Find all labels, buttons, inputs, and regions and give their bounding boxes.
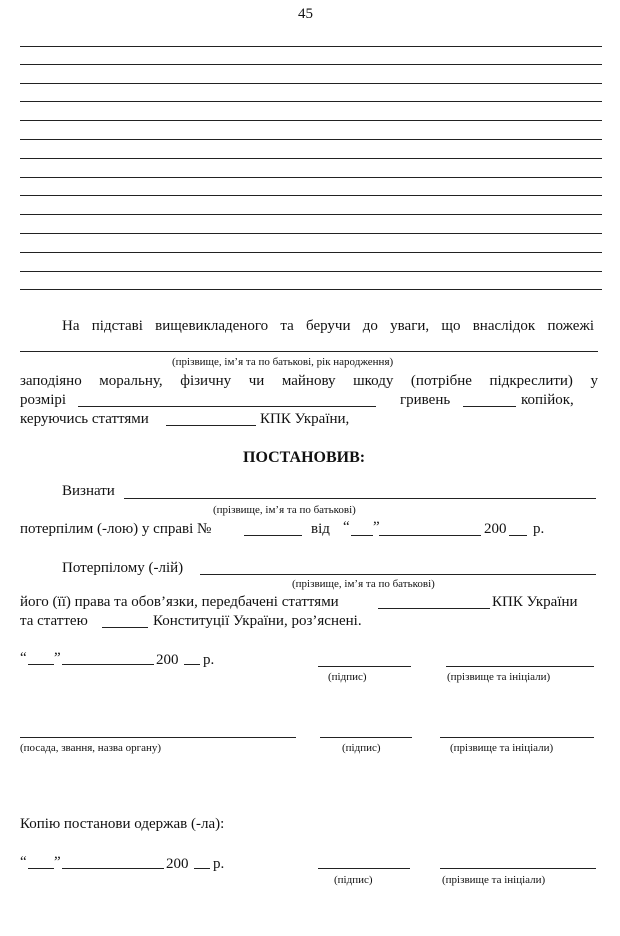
caption-name-2: (прізвище, ім’я та по батькові) xyxy=(292,578,435,590)
constitution-text: Конституції України, роз’яснені. xyxy=(153,613,362,629)
date2-day-field[interactable] xyxy=(28,868,54,869)
quote-close: ” xyxy=(373,519,380,535)
blank-line xyxy=(20,271,602,272)
resolution-heading: ПОСТАНОВИВ: xyxy=(243,449,366,466)
rights-cpc-label: КПК України xyxy=(492,594,578,610)
date-year-suffix: р. xyxy=(203,652,215,668)
official-signature-field[interactable] xyxy=(320,737,412,738)
caption-recipient-signature: (підпис) xyxy=(334,874,373,886)
from-label: від xyxy=(311,521,330,537)
blank-line xyxy=(20,64,602,65)
case-year-suffix: р. xyxy=(533,521,545,537)
victim-name-field[interactable] xyxy=(20,351,598,352)
recognize-label: Визнати xyxy=(62,483,115,499)
caption-recipient-surname: (прізвище та ініціали) xyxy=(442,874,546,886)
case-year-field[interactable] xyxy=(509,535,527,536)
date2-year-prefix: 200 xyxy=(166,856,189,872)
blank-line xyxy=(20,139,602,140)
recognize-name-field[interactable] xyxy=(124,498,596,499)
constitution-article-field[interactable] xyxy=(102,627,148,628)
surname-initials-field[interactable] xyxy=(446,666,594,667)
page-number: 45 xyxy=(298,6,313,22)
recipient-surname-field[interactable] xyxy=(440,868,596,869)
to-victim-name-field[interactable] xyxy=(200,574,596,575)
amount-uah-field[interactable] xyxy=(78,406,376,407)
date-year-field[interactable] xyxy=(184,664,200,665)
official-surname-field[interactable] xyxy=(440,737,594,738)
date-month-field[interactable] xyxy=(62,664,154,665)
rights-label: його (її) права та обов’язки, передбачені статтями xyxy=(20,594,339,610)
blank-line xyxy=(20,46,602,47)
recipient-signature-field[interactable] xyxy=(318,868,410,869)
date2-quote-close: ” xyxy=(54,854,61,870)
blank-line xyxy=(20,177,602,178)
kop-label: копійок, xyxy=(521,392,574,408)
date-day-field[interactable] xyxy=(28,664,54,665)
position-field[interactable] xyxy=(20,737,296,738)
to-victim-label: Потерпілому (-лій) xyxy=(62,560,184,576)
constitution-label: та статтею xyxy=(20,613,88,629)
date2-quote-open: “ xyxy=(20,854,27,870)
date-quote-close: ” xyxy=(54,650,61,666)
blank-line xyxy=(20,120,602,121)
case-year-prefix: 200 xyxy=(484,521,507,537)
blank-line xyxy=(20,83,602,84)
quote-open: “ xyxy=(343,519,350,535)
date-year-prefix: 200 xyxy=(156,652,179,668)
blank-line xyxy=(20,289,602,290)
uah-label: гривень xyxy=(400,392,451,408)
case-month-field[interactable] xyxy=(379,535,481,536)
blank-line xyxy=(20,195,602,196)
victim-case-label: потерпілим (-лою) у справі № xyxy=(20,521,212,537)
caption-surname-initials: (прізвище та ініціали) xyxy=(447,671,551,683)
caption-official-surname: (прізвище та ініціали) xyxy=(450,742,554,754)
caption-name-1: (прізвище, ім’я та по батькові) xyxy=(213,504,356,516)
articles-field[interactable] xyxy=(166,425,256,426)
damage-size-label: розмірі xyxy=(20,392,67,408)
blank-line xyxy=(20,101,602,102)
cpc-label: КПК України, xyxy=(260,411,350,427)
rights-articles-field[interactable] xyxy=(378,608,490,609)
blank-line xyxy=(20,158,602,159)
case-day-field[interactable] xyxy=(351,535,373,536)
blank-line xyxy=(20,252,602,253)
date2-month-field[interactable] xyxy=(62,868,164,869)
copy-received-label: Копію постанови одержав (-ла): xyxy=(20,816,225,832)
intro-paragraph: На підставі вищевикладеного та беручи до уваги, що внаслідок пожежі xyxy=(62,318,594,334)
date-quote-open: “ xyxy=(20,650,27,666)
signature-field[interactable] xyxy=(318,666,411,667)
date2-year-suffix: р. xyxy=(213,856,225,872)
caption-signature: (підпис) xyxy=(328,671,367,683)
case-number-field[interactable] xyxy=(244,535,302,536)
date2-year-field[interactable] xyxy=(194,868,210,869)
damage-line-1: заподіяно моральну, фізичну чи майнову шкоду (потрібне підкреслити) у xyxy=(20,373,598,389)
amount-kop-field[interactable] xyxy=(463,406,516,407)
caption-victim: (прізвище, ім’я та по батькові, рік народження) xyxy=(172,356,394,368)
blank-line xyxy=(20,214,602,215)
caption-official-signature: (підпис) xyxy=(342,742,381,754)
caption-position: (посада, звання, назва органу) xyxy=(20,742,162,754)
guided-label: керуючись статтями xyxy=(20,411,149,427)
blank-line xyxy=(20,233,602,234)
